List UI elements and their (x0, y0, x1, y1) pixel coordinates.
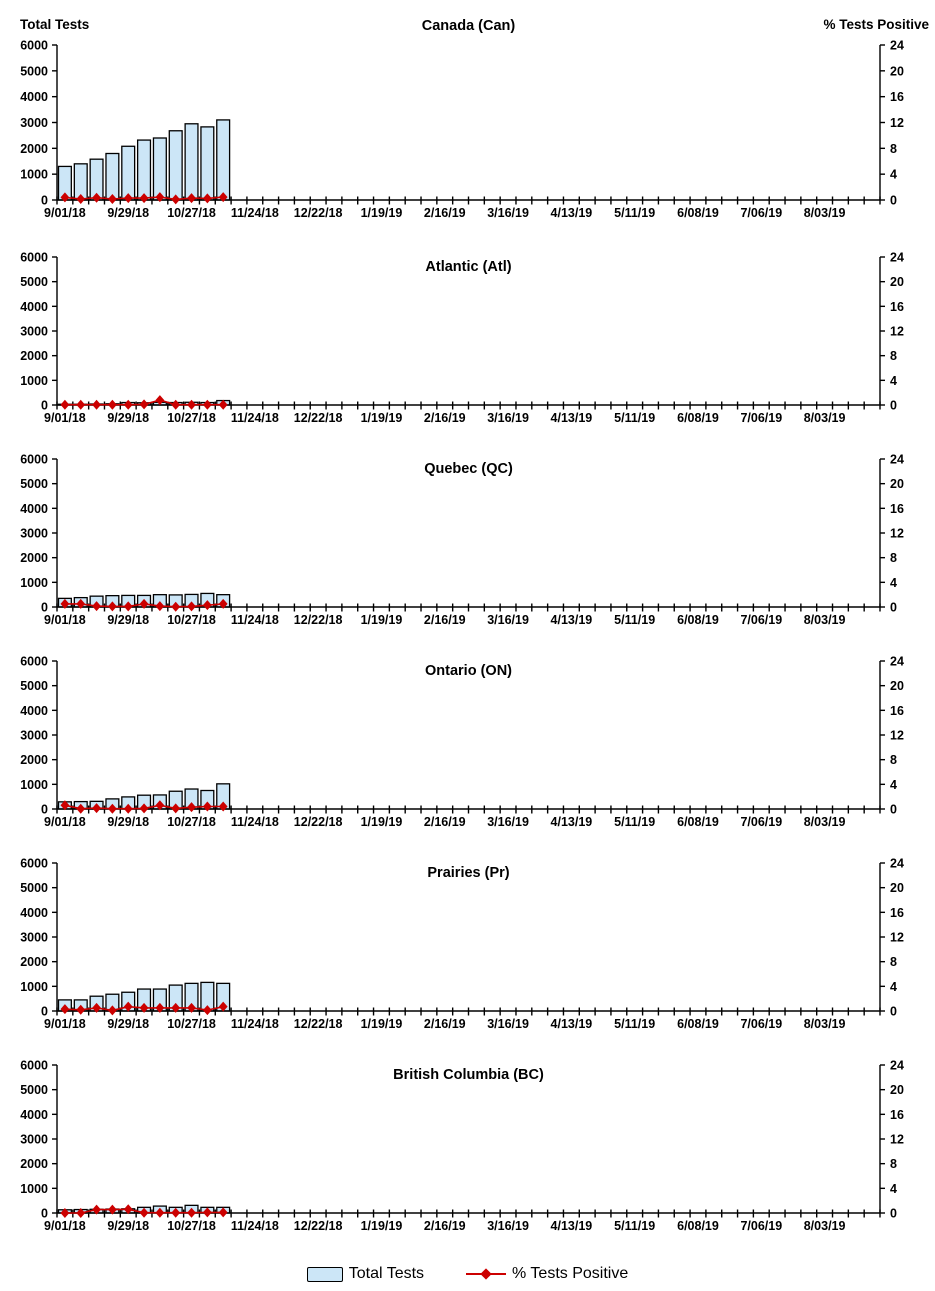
chart-text: 12 (890, 1132, 904, 1147)
legend-label-total-tests: Total Tests (348, 1265, 425, 1282)
chart-quebec-qc (0, 447, 935, 649)
chart-text: 5000 (20, 64, 48, 79)
chart-text: 16 (890, 703, 904, 718)
total-tests-bar (201, 127, 214, 200)
chart-text: 8/03/19 (803, 815, 846, 829)
chart-text: 1000 (20, 1181, 48, 1196)
pct-positive-marker (124, 400, 133, 410)
chart-text: 8/03/19 (803, 411, 846, 425)
chart-svg-canada-can (0, 0, 935, 240)
chart-text: 8 (890, 753, 897, 768)
chart-text: 16 (890, 90, 904, 105)
pct-positive-marker (108, 400, 117, 410)
chart-text: 10/27/18 (167, 815, 216, 829)
chart-text: 6000 (20, 250, 48, 265)
chart-canada-can (0, 0, 935, 245)
chart-text: 7/06/19 (740, 815, 783, 829)
chart-text: 3000 (20, 526, 48, 541)
total-tests-bar (122, 146, 135, 200)
chart-text: 20 (890, 881, 904, 896)
chart-text: 9/01/18 (44, 411, 86, 425)
chart-text: 12/22/18 (293, 1219, 343, 1233)
total-tests-bar (106, 154, 119, 201)
chart-british-columbia-bc (0, 1053, 935, 1255)
chart-text: 24 (890, 38, 904, 53)
chart-text: % Tests Positive (823, 17, 929, 32)
chart-text: 8 (890, 141, 897, 156)
chart-text: 0 (890, 1206, 897, 1221)
chart-text: 5/11/19 (614, 613, 656, 627)
chart-text: Canada (Can) (421, 18, 516, 34)
chart-svg-prairies-pr (0, 851, 935, 1048)
chart-text: 2000 (20, 349, 48, 364)
chart-atlantic-atl (0, 245, 935, 447)
chart-text: 7/06/19 (740, 613, 783, 627)
chart-text: 6000 (20, 856, 48, 871)
chart-text: 5000 (20, 477, 48, 492)
chart-text: 8/03/19 (803, 613, 846, 627)
chart-text: 9/29/18 (107, 206, 150, 220)
chart-text: 10/27/18 (167, 1219, 216, 1233)
line-diamond-swatch-icon (466, 1268, 506, 1280)
chart-svg-ontario-on (0, 649, 935, 846)
chart-text: 2/16/19 (423, 613, 466, 627)
chart-text: 11/24/18 (230, 815, 279, 829)
chart-text: 1000 (20, 979, 48, 994)
chart-text: 20 (890, 477, 904, 492)
chart-text: 10/27/18 (167, 613, 216, 627)
pct-positive-marker (140, 399, 149, 409)
chart-text: 11/24/18 (230, 1219, 279, 1233)
chart-text: 2000 (20, 551, 48, 566)
total-tests-bar (169, 131, 182, 200)
chart-text: 0 (890, 600, 897, 615)
chart-text: 9/29/18 (107, 1219, 150, 1233)
pct-positive-marker (187, 400, 196, 410)
chart-text: 6/08/19 (677, 815, 719, 829)
chart-text: 3/16/19 (487, 815, 529, 829)
chart-text: 4/13/19 (550, 206, 593, 220)
chart-text: 16 (890, 905, 904, 920)
total-tests-bar (217, 120, 230, 200)
chart-text: 5/11/19 (614, 206, 656, 220)
chart-text: 16 (890, 299, 904, 314)
chart-text: 5000 (20, 1083, 48, 1098)
chart-text: 6000 (20, 1058, 48, 1073)
legend-item-total-tests (307, 1265, 424, 1283)
chart-text: 8/03/19 (803, 206, 846, 220)
chart-text: British Columbia (BC) (393, 1067, 544, 1083)
chart-text: 20 (890, 679, 904, 694)
chart-text: 12 (890, 930, 904, 945)
chart-text: 4/13/19 (550, 815, 593, 829)
chart-text: 2/16/19 (423, 1017, 466, 1031)
chart-text: 10/27/18 (167, 1017, 216, 1031)
chart-text: 0 (41, 1206, 48, 1221)
chart-text: Quebec (QC) (424, 461, 513, 477)
chart-text: 4 (890, 167, 897, 182)
legend-label-pct-positive: % Tests Positive (512, 1265, 629, 1282)
chart-text: 1/19/19 (360, 613, 403, 627)
chart-text: 1000 (20, 167, 48, 182)
chart-text: 3000 (20, 324, 48, 339)
pct-positive-marker (61, 400, 70, 410)
chart-text: 2000 (20, 141, 48, 156)
pct-positive-marker (76, 400, 85, 410)
axes (52, 257, 885, 410)
chart-text: Prairies (Pr) (427, 865, 510, 881)
chart-text: 3000 (20, 930, 48, 945)
chart-text: 4/13/19 (550, 411, 593, 425)
chart-text: 6000 (20, 38, 48, 53)
chart-svg-british-columbia-bc (0, 1053, 935, 1250)
chart-text: 12/22/18 (293, 411, 343, 425)
chart-text: Total Tests (20, 17, 90, 32)
chart-text: 6000 (20, 452, 48, 467)
chart-text: 11/24/18 (230, 613, 279, 627)
chart-text: 5/11/19 (614, 815, 656, 829)
chart-text: 4 (890, 575, 897, 590)
chart-text: 8 (890, 1157, 897, 1172)
chart-text: 20 (890, 64, 904, 79)
chart-text: 20 (890, 1083, 904, 1098)
chart-text: 1000 (20, 575, 48, 590)
chart-text: 2/16/19 (423, 815, 466, 829)
bar-swatch-icon (307, 1267, 343, 1282)
chart-text: 6/08/19 (677, 411, 719, 425)
chart-text: 8 (890, 955, 897, 970)
total-tests-bar (153, 138, 166, 200)
chart-text: 12/22/18 (293, 815, 343, 829)
chart-text: 8 (890, 349, 897, 364)
chart-ontario-on (0, 649, 935, 851)
axes (52, 1065, 885, 1218)
chart-text: 4000 (20, 90, 48, 105)
chart-text: 9/29/18 (107, 411, 150, 425)
chart-text: 10/27/18 (167, 206, 216, 220)
chart-text: 6/08/19 (677, 1017, 719, 1031)
chart-text: 1/19/19 (360, 1017, 403, 1031)
chart-text: 0 (890, 398, 897, 413)
chart-text: 4/13/19 (550, 1219, 593, 1233)
chart-text: 0 (41, 193, 48, 208)
chart-text: 4000 (20, 1107, 48, 1122)
chart-text: 2/16/19 (423, 206, 466, 220)
total-tests-bar (185, 124, 198, 200)
chart-text: 24 (890, 250, 904, 265)
chart-text: 6/08/19 (677, 1219, 719, 1233)
chart-text: 3/16/19 (487, 613, 529, 627)
chart-text: 0 (41, 1004, 48, 1019)
chart-text: 3/16/19 (487, 206, 529, 220)
total-tests-bar (138, 140, 151, 200)
chart-text: 7/06/19 (740, 1017, 783, 1031)
chart-text: 9/29/18 (107, 1017, 150, 1031)
chart-text: 0 (41, 802, 48, 817)
chart-svg-atlantic-atl (0, 245, 935, 442)
chart-text: 9/01/18 (44, 1017, 86, 1031)
chart-text: 5000 (20, 679, 48, 694)
chart-text: 0 (41, 600, 48, 615)
chart-text: 9/01/18 (44, 613, 86, 627)
chart-text: 4 (890, 1181, 897, 1196)
chart-text: 7/06/19 (740, 411, 783, 425)
chart-text: 2000 (20, 1157, 48, 1172)
chart-text: 16 (890, 501, 904, 516)
chart-text: 0 (890, 1004, 897, 1019)
chart-text: 9/01/18 (44, 815, 86, 829)
chart-text: 5/11/19 (614, 411, 656, 425)
chart-text: 1000 (20, 777, 48, 792)
chart-text: 4000 (20, 703, 48, 718)
chart-text: 3000 (20, 728, 48, 743)
chart-text: 3/16/19 (487, 411, 529, 425)
chart-text: 6/08/19 (677, 613, 719, 627)
chart-text: 24 (890, 1058, 904, 1073)
chart-text: 20 (890, 275, 904, 290)
chart-text: 5000 (20, 881, 48, 896)
chart-text: 9/01/18 (44, 206, 86, 220)
chart-svg-quebec-qc (0, 447, 935, 644)
chart-text: 4000 (20, 501, 48, 516)
chart-text: 3/16/19 (487, 1219, 529, 1233)
chart-text: 5/11/19 (614, 1017, 656, 1031)
chart-text: 3000 (20, 1132, 48, 1147)
chart-prairies-pr (0, 851, 935, 1053)
chart-text: 4/13/19 (550, 613, 593, 627)
chart-text: 1/19/19 (360, 815, 403, 829)
chart-text: 12 (890, 526, 904, 541)
chart-text: 0 (41, 398, 48, 413)
chart-text: 12/22/18 (293, 206, 343, 220)
chart-text: 16 (890, 1107, 904, 1122)
chart-text: 7/06/19 (740, 206, 783, 220)
chart-text: 9/01/18 (44, 1219, 86, 1233)
chart-text: 10/27/18 (167, 411, 216, 425)
chart-text: 11/24/18 (230, 1017, 279, 1031)
chart-text: 1/19/19 (360, 411, 403, 425)
chart-text: 3000 (20, 116, 48, 130)
chart-text: 11/24/18 (230, 411, 279, 425)
chart-text: 24 (890, 856, 904, 871)
chart-text: 12 (890, 116, 904, 130)
chart-text: 9/29/18 (107, 815, 150, 829)
chart-text: 4 (890, 777, 897, 792)
chart-text: 8/03/19 (803, 1219, 846, 1233)
pct-positive-marker (203, 400, 212, 410)
chart-text: 4 (890, 979, 897, 994)
chart-text: Ontario (ON) (425, 663, 512, 679)
pct-positive-marker (171, 400, 180, 410)
chart-legend (0, 1257, 935, 1291)
chart-text: 2/16/19 (423, 1219, 466, 1233)
chart-text: 4000 (20, 905, 48, 920)
chart-text: Atlantic (Atl) (425, 259, 512, 275)
chart-text: 2/16/19 (423, 411, 466, 425)
chart-text: 8 (890, 551, 897, 566)
chart-text: 8/03/19 (803, 1017, 846, 1031)
chart-text: 1/19/19 (360, 1219, 403, 1233)
chart-text: 1000 (20, 373, 48, 388)
chart-text: 6000 (20, 654, 48, 669)
chart-text: 24 (890, 452, 904, 467)
chart-text: 11/24/18 (230, 206, 279, 220)
chart-text: 9/29/18 (107, 613, 150, 627)
chart-text: 24 (890, 654, 904, 669)
chart-text: 4/13/19 (550, 1017, 593, 1031)
chart-text: 12/22/18 (293, 613, 343, 627)
total-tests-bars (59, 120, 230, 200)
chart-text: 12 (890, 728, 904, 743)
chart-text: 4 (890, 373, 897, 388)
chart-text: 5000 (20, 275, 48, 290)
chart-text: 12/22/18 (293, 1017, 343, 1031)
chart-text: 6/08/19 (677, 206, 719, 220)
axes (52, 459, 885, 612)
chart-text: 0 (890, 802, 897, 817)
chart-text: 5/11/19 (614, 1219, 656, 1233)
chart-text: 1/19/19 (360, 206, 403, 220)
chart-text: 0 (890, 193, 897, 208)
chart-text: 12 (890, 324, 904, 339)
chart-text: 2000 (20, 955, 48, 970)
legend-item-pct-positive (466, 1265, 628, 1283)
chart-text: 3/16/19 (487, 1017, 529, 1031)
chart-text: 2000 (20, 753, 48, 768)
chart-text: 7/06/19 (740, 1219, 783, 1233)
pct-positive-marker (92, 400, 101, 410)
chart-text: 4000 (20, 299, 48, 314)
